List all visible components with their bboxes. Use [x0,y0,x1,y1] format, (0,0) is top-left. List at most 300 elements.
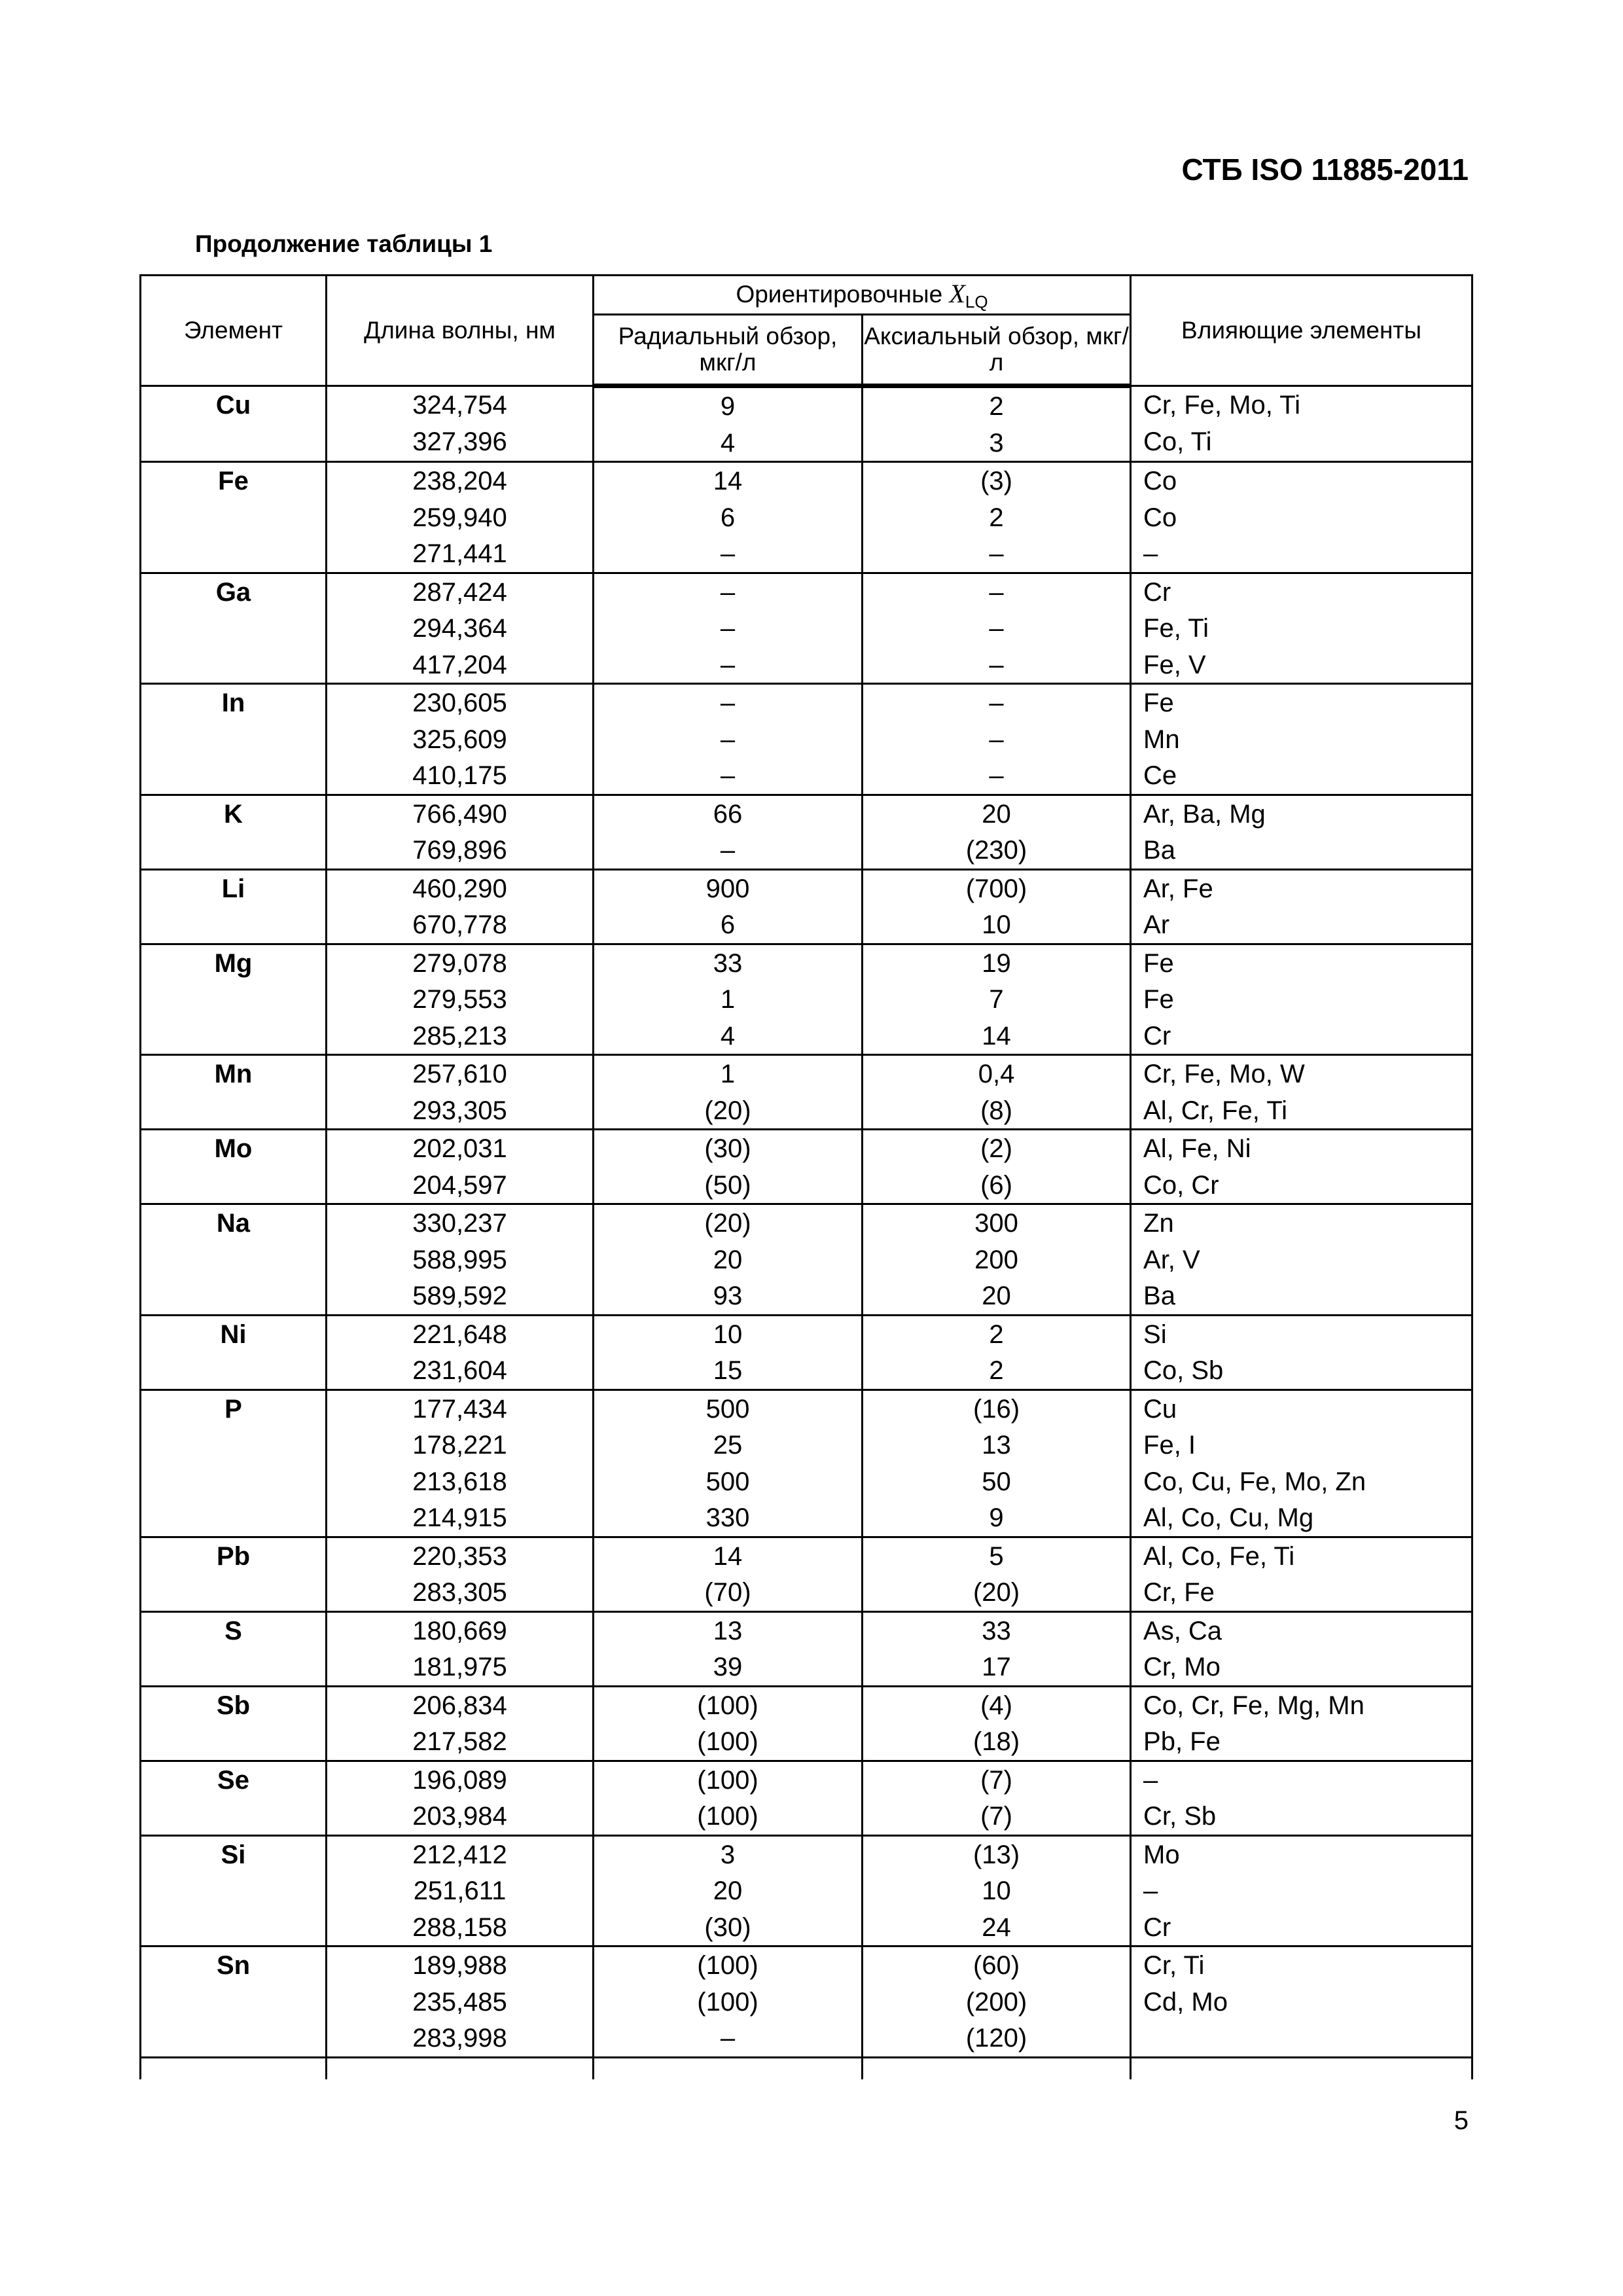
interfering-value: Fe [1143,948,1174,978]
radial-value: 6 [720,503,736,532]
axial-value: 9 [989,1503,1004,1532]
wavelength-value: 178,221 [412,1431,507,1460]
wavelength-cell [327,1055,594,1130]
interfering-value: Co, Cr [1143,1170,1219,1200]
interfering-value: Fe, V [1143,650,1206,679]
interfering-value: Fe, Ti [1143,614,1209,643]
element-symbol: Fe [218,467,249,495]
axial-cell [863,1611,1131,1686]
table-row-group [141,795,1472,869]
axial-value: (20) [972,1578,1020,1607]
element-cell [141,1537,327,1611]
radial-value: – [720,689,736,717]
radial-value: – [720,725,736,754]
wavelength-value: 293,305 [412,1096,507,1125]
interfering-value: Cr, Fe, Mo, Ti [1143,391,1301,420]
interfering-value: Fe, I [1143,1431,1196,1460]
wavelength-value: 271,441 [412,539,507,568]
column-group-prefix: Ориентировочные [736,280,943,308]
radial-cell [594,386,863,462]
wavelength-cell [327,684,594,795]
radial-cell [594,462,863,573]
element-symbol: K [224,799,243,829]
radial-cell [594,869,863,944]
radial-value: (100) [697,1727,758,1756]
axial-value: 2 [989,392,1004,421]
radial-value: 13 [713,1616,743,1645]
radial-cell [594,1204,863,1316]
radial-cell [594,573,863,684]
axial-value: (7) [980,1765,1012,1795]
element-cell [141,944,327,1055]
interfering-value: Pb, Fe [1143,1727,1221,1756]
element-symbol: Si [221,1840,246,1869]
element-symbol: Ga [215,577,251,607]
interfering-value: Cr [1143,577,1171,607]
column-header-wavelength: Длина волны, нм [327,276,594,386]
wavelength-value: 327,396 [412,427,507,456]
interfering-value: Ba [1143,836,1175,865]
wavelength-value: 212,412 [412,1840,507,1869]
axial-cell [863,1315,1131,1390]
wavelength-value: 238,204 [412,467,507,495]
interfering-value: Cr, Ti [1143,1951,1205,1980]
interfering-value: Zn [1143,1209,1174,1238]
wavelength-value: 285,213 [412,1021,507,1050]
radial-value: – [720,614,736,643]
table-caption: Продолжение таблицы 1 [195,230,493,257]
axial-value: (60) [972,1951,1020,1980]
empty-cell [594,2057,863,2079]
interfering-value: As, Ca [1143,1616,1222,1645]
axial-value: (3) [980,467,1012,495]
wavelength-value: 283,998 [412,2024,507,2053]
element-cell [141,462,327,573]
radial-value: – [720,761,736,790]
radial-value: (30) [704,1912,751,1942]
wavelength-value: 204,597 [412,1170,507,1200]
axial-value: (4) [980,1691,1012,1720]
axial-cell [863,1537,1131,1611]
interfering-cell [1131,795,1472,869]
interfering-cell [1131,1315,1472,1390]
element-symbol: Mn [214,1060,253,1088]
radial-cell [594,1686,863,1761]
radial-cell [594,1390,863,1537]
element-symbol: Sb [216,1691,251,1720]
axial-cell [863,1761,1131,1835]
interfering-value: Ce [1143,761,1177,790]
radial-value: 14 [713,1541,743,1571]
table-row-group [141,1611,1472,1686]
radial-cell [594,1761,863,1835]
axial-value: 13 [982,1431,1011,1460]
interfering-cell [1131,1130,1472,1204]
radial-value: (100) [697,1951,758,1980]
axial-value: 7 [989,985,1004,1014]
interfering-cell [1131,684,1472,795]
wavelength-value: 330,237 [412,1209,507,1238]
radial-value: (20) [704,1209,751,1238]
axial-cell [863,944,1131,1055]
radial-value: 25 [713,1431,743,1460]
interfering-value: Co, Ti [1143,427,1212,456]
interfering-value: Cr, Fe, Mo, W [1143,1060,1305,1088]
wavelength-value: 196,089 [412,1765,507,1795]
wavelength-value: 279,553 [412,985,507,1014]
wavelength-value: 287,424 [412,577,507,607]
table-row-group [141,462,1472,573]
axial-value: (2) [980,1134,1012,1163]
radial-value: – [720,2024,736,2053]
radial-value: 20 [713,1245,743,1274]
interfering-value: – [1143,539,1158,568]
wavelength-cell [327,869,594,944]
axial-value: 10 [982,1876,1011,1905]
interfering-cell [1131,1537,1472,1611]
wavelength-value: 325,609 [412,725,507,754]
wavelength-cell [327,795,594,869]
radial-value: 15 [713,1356,743,1385]
table-row-group [141,1835,1472,1946]
element-symbol: Se [217,1765,249,1795]
wavelength-cell [327,944,594,1055]
radial-value: 39 [713,1653,743,1681]
interfering-value: Ar, V [1143,1245,1200,1274]
element-cell [141,869,327,944]
wavelength-value: 283,305 [412,1578,507,1607]
table-row-group [141,684,1472,795]
axial-value: 33 [982,1616,1011,1645]
element-symbol: S [224,1616,242,1645]
interfering-value: Co, Cu, Fe, Mo, Zn [1143,1467,1366,1496]
axial-value: (7) [980,1802,1012,1831]
interfering-value: Ba [1143,1282,1175,1310]
axial-value: – [989,539,1004,568]
radial-cell [594,1130,863,1204]
axial-value: 2 [989,503,1004,532]
axial-value: – [989,577,1004,607]
wavelength-value: 769,896 [412,836,507,865]
radial-cell [594,1055,863,1130]
axial-value: – [989,761,1004,790]
axial-value: 20 [982,1282,1011,1310]
interfering-value: Al, Fe, Ni [1143,1134,1251,1163]
axial-value: 10 [982,910,1011,939]
axial-value: 20 [982,799,1011,829]
table-header [141,276,1472,386]
element-symbol: Sn [216,1951,251,1980]
axial-cell [863,386,1131,462]
table-row-group [141,386,1472,462]
interfering-value: Cr, Mo [1143,1653,1221,1681]
element-cell [141,795,327,869]
interfering-value: Al, Co, Cu, Mg [1143,1503,1314,1532]
element-symbol: In [221,689,245,717]
wavelength-value: 288,158 [412,1912,507,1942]
wavelength-value: 294,364 [412,614,507,643]
wavelength-cell [327,462,594,573]
axial-value: – [989,614,1004,643]
wavelength-value: 180,669 [412,1616,507,1645]
radial-cell [594,1946,863,2058]
interfering-value: – [1143,1765,1158,1795]
radial-value: 10 [713,1319,743,1349]
wavelength-value: 217,582 [412,1727,507,1756]
wavelength-value: 213,618 [412,1467,507,1496]
interfering-value: Co, Sb [1143,1356,1224,1385]
empty-cell [863,2057,1131,2079]
wavelength-value: 670,778 [412,910,507,939]
axial-value: 50 [982,1467,1011,1496]
element-cell [141,386,327,462]
element-cell [141,573,327,684]
wavelength-cell [327,1315,594,1390]
axial-value: – [989,725,1004,754]
table-row-group [141,1946,1472,2058]
wavelength-value: 766,490 [412,799,507,829]
interfering-value: Ar, Fe [1143,874,1213,903]
axial-value: (200) [965,1987,1027,2017]
radial-cell [594,1611,863,1686]
radial-value: – [720,539,736,568]
radial-value: 6 [720,910,736,939]
wavelength-value: 220,353 [412,1541,507,1571]
axial-value: (18) [972,1727,1020,1756]
interfering-cell [1131,1055,1472,1130]
empty-cell [327,2057,594,2079]
axial-cell [863,1835,1131,1946]
data-table [139,274,1471,2079]
axial-value: (230) [965,836,1027,865]
wavelength-cell [327,1537,594,1611]
wavelength-value: 214,915 [412,1503,507,1532]
interfering-cell [1131,462,1472,573]
axial-value: (16) [972,1394,1020,1424]
axial-value: 2 [989,1319,1004,1349]
radial-value: 9 [720,392,736,421]
table-row-group [141,1390,1472,1537]
axial-value: – [989,650,1004,679]
wavelength-value: 189,988 [412,1951,507,1980]
wavelength-cell [327,1611,594,1686]
element-cell [141,1055,327,1130]
radial-value: (20) [704,1096,751,1125]
interfering-value: Cd, Mo [1143,1987,1228,2017]
radial-value: 66 [713,799,743,829]
interfering-cell [1131,1686,1472,1761]
wavelength-value: 410,175 [412,761,507,790]
element-symbol: Cu [215,391,251,420]
interfering-cell [1131,1761,1472,1835]
interfering-value: Al, Cr, Fe, Ti [1143,1096,1288,1125]
wavelength-value: 417,204 [412,650,507,679]
element-cell [141,684,327,795]
wavelength-cell [327,1946,594,2058]
column-header-interfering: Влияющие элементы [1131,276,1472,386]
document-code: СТБ ISO 11885-2011 [1181,152,1469,187]
radial-value: (70) [704,1578,751,1607]
wavelength-value: 231,604 [412,1356,507,1385]
wavelength-value: 257,610 [412,1060,507,1088]
wavelength-value: 460,290 [412,874,507,903]
empty-cell [1131,2057,1472,2079]
axial-cell [863,1390,1131,1537]
axial-cell [863,869,1131,944]
element-symbol: Na [216,1209,251,1238]
table-row-group [141,1537,1472,1611]
element-cell [141,1761,327,1835]
interfering-value: Mn [1143,725,1180,754]
axial-value: 3 [989,428,1004,457]
column-group-header-xlq [594,276,1131,315]
radial-value: (100) [697,1691,758,1720]
element-symbol: Li [221,874,245,903]
wavelength-value: 181,975 [412,1653,507,1681]
table-body [141,386,1472,2079]
axial-value: 0,4 [978,1060,1015,1088]
radial-value: (100) [697,1802,758,1831]
interfering-value: Mo [1143,1840,1180,1869]
axial-value: 17 [982,1653,1011,1681]
interfering-value: Ar [1143,910,1170,939]
wavelength-value: 230,605 [412,689,507,717]
interfering-value: Fe [1143,985,1174,1014]
table-row-group [141,869,1472,944]
wavelength-cell [327,1835,594,1946]
radial-value: 1 [720,985,736,1014]
axial-cell [863,1130,1131,1204]
wavelength-value: 589,592 [412,1282,507,1310]
xlq-subscript: LQ [965,291,988,312]
table-row-group [141,573,1472,684]
element-cell [141,1315,327,1390]
interfering-value: Cu [1143,1394,1177,1424]
element-symbol: Mo [214,1134,253,1163]
axial-cell [863,1204,1131,1316]
interfering-value: Co, Cr, Fe, Mg, Mn [1143,1691,1364,1720]
axial-cell [863,795,1131,869]
axial-value: 2 [989,1356,1004,1385]
wavelength-value: 251,611 [413,1876,507,1905]
interfering-cell [1131,573,1472,684]
axial-value: (13) [972,1840,1020,1869]
radial-value: 500 [705,1467,750,1496]
table-continuation-row [141,2057,1472,2079]
interfering-cell [1131,1204,1472,1316]
axial-cell [863,1686,1131,1761]
wavelength-value: 221,648 [412,1319,507,1349]
wavelength-cell [327,1130,594,1204]
radial-value: 330 [705,1503,750,1532]
radial-value: 14 [713,467,743,495]
axial-cell [863,1055,1131,1130]
wavelength-cell [327,573,594,684]
interfering-value: Cr [1143,1021,1171,1050]
radial-value: 4 [720,428,736,457]
interfering-cell [1131,944,1472,1055]
element-symbol: Ni [220,1319,247,1349]
table-row-group [141,1055,1472,1130]
interfering-value [1132,2020,1471,2056]
wavelength-value: 235,485 [412,1987,507,2017]
axial-value: 5 [989,1541,1004,1571]
radial-cell [594,1835,863,1946]
axial-value: (700) [965,874,1027,903]
wavelength-value: 324,754 [412,391,507,420]
column-header-radial: Радиальный обзор, мкг/л [594,315,863,386]
axial-value: (8) [980,1096,1012,1125]
table-row-group [141,944,1472,1055]
radial-value: (100) [697,1987,758,2017]
interfering-value: Co [1143,503,1177,532]
radial-value: (50) [704,1170,751,1200]
radial-value: 900 [705,874,750,903]
interfering-value: Co [1143,467,1177,495]
radial-value: 4 [720,1021,736,1050]
axial-value: 24 [982,1912,1011,1942]
interfering-cell [1131,1611,1472,1686]
element-cell [141,1946,327,2058]
interfering-value: Al, Co, Fe, Ti [1143,1541,1295,1571]
wavelength-cell [327,1390,594,1537]
interfering-value: Ar, Ba, Mg [1143,799,1266,829]
wavelength-value: 588,995 [412,1245,507,1274]
axial-value: (6) [980,1170,1012,1200]
xlq-symbol: X [949,278,965,308]
table-row-group [141,1204,1472,1316]
wavelength-value: 177,434 [412,1394,507,1424]
interfering-cell [1131,1390,1472,1537]
radial-cell [594,684,863,795]
radial-value: – [720,577,736,607]
table-row-group [141,1130,1472,1204]
interfering-cell [1131,1835,1472,1946]
radial-cell [594,795,863,869]
radial-value: – [720,650,736,679]
axial-value: – [989,689,1004,717]
radial-cell [594,1537,863,1611]
interfering-value: Fe [1143,689,1174,717]
axial-value: 19 [982,948,1011,978]
wavelength-cell [327,1761,594,1835]
table-row-group [141,1761,1472,1835]
wavelength-cell [327,1204,594,1316]
wavelength-value: 206,834 [412,1691,507,1720]
interfering-value: Cr, Fe [1143,1578,1215,1607]
wavelength-value: 202,031 [412,1134,507,1163]
element-symbol: Pb [216,1541,251,1571]
wavelength-cell [327,386,594,462]
interfering-cell [1131,386,1472,462]
interfering-value: Cr [1143,1912,1171,1942]
interfering-value: Cr, Sb [1143,1802,1217,1831]
axial-value: 300 [974,1209,1018,1238]
column-header-axial: Аксиальный обзор, мкг/л [863,315,1131,386]
wavelength-value: 279,078 [412,948,507,978]
interfering-cell [1131,1946,1472,2058]
element-cell [141,1390,327,1537]
radial-value: – [720,836,736,865]
element-symbol: Mg [214,948,253,978]
element-cell [141,1204,327,1316]
radial-value: (100) [697,1765,758,1795]
axial-cell [863,1946,1131,2058]
axial-value: (120) [965,2024,1027,2053]
axial-cell [863,462,1131,573]
table-row-group [141,1315,1472,1390]
interfering-cell [1131,869,1472,944]
